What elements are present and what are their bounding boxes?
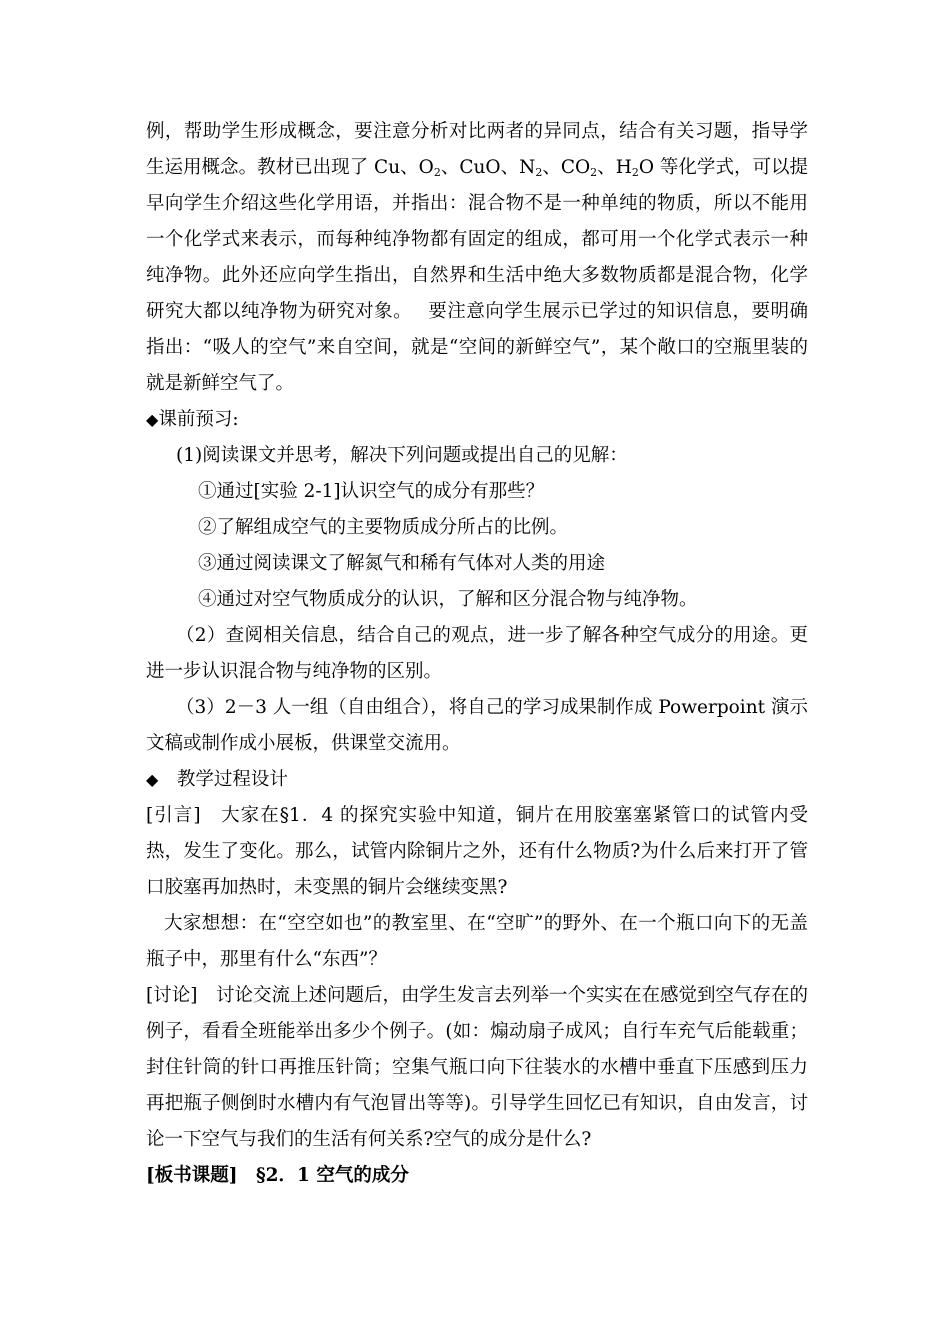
preview-subitem-3: ③通过阅读课文了解氮气和稀有气体对人类的用途: [198, 553, 606, 574]
preview-heading: ◆课前预习:: [146, 409, 239, 430]
document-body: [146, 114, 808, 1194]
preview-subitem-1: ①通过[实验 2-1]认识空气的成分有那些？: [198, 481, 545, 502]
diamond-bullet-icon: ◆: [146, 770, 159, 789]
preview-subitem-4: ④通过对空气物质成分的认识，了解和区分混合物与纯净物。: [198, 589, 698, 610]
preview-item-3: （3）2－3 人一组（自由组合），将自己的学习成果制作成 Powerpoint 演示文稿或制作成小展板，供课堂交流用。: [146, 697, 808, 754]
intro-paragraph: 例，帮助学生形成概念，要注意分析对比两者的异同点，结合有关习题，指导学生运用概念。教材已出现了 Cu、$O_2$、CuO、$N_2$、$CO_2$、$H_2O$ 等化学式，可以提早向学生介绍这些化学用语，并指出：混合物不是一种单纯的物质，所以不能用一个化学式来表示，而每种纯净物都有固定的组成，都可用一个化学式表示一种纯净物。此外还应向学生指出，自然界和生活中绝大多数物质都是混合物，化学研究大都以纯净物为研究对象。 要注意向学生展示已学过的知识信息，要明确指出：“吸人的空气”来自空间，就是“空间的新鲜空气”，某个敞口的空瓶里装的就是新鲜空气了。: [146, 121, 808, 394]
preview-item-1: (1)阅读课文并思考，解决下列问题或提出自己的见解：: [176, 445, 628, 466]
discussion-paragraph: [讨论] 讨论交流上述问题后，由学生发言去列举一个实实在在感觉到空气存在的例子，看看全班能举出多少个例子。(如：煽动扇子成风；自行车充气后能载重；封住针筒的针口再推压针筒；空集气瓶口向下往装水的水槽中垂直下压感到压力再把瓶子侧倒时水槽内有气泡冒出等等)。引导学生回忆已有知识，自由发言，讨论一下空气与我们的生活有何关系?空气的成分是什么?: [146, 985, 808, 1150]
preview-item-2: （2）查阅相关信息，结合自己的观点，进一步了解各种空气成分的用途。更进一步认识混合物与纯净物的区别。: [146, 625, 808, 682]
think-paragraph: 大家想想：在“空空如也”的教室里、在“空旷”的野外、在一个瓶口向下的无盖瓶子中，那里有什么“东西”？: [146, 913, 808, 970]
preview-subitem-2: ②了解组成空气的主要物质成分所占的比例。: [198, 517, 569, 538]
diamond-bullet-icon: ◆: [146, 410, 159, 429]
intro-lead-paragraph: [引言] 大家在§1．4 的探究实验中知道，铜片在用胶塞塞紧管口的试管内受热，发生了变化。那么，试管内除铜片之外，还有什么物质?为什么后来打开了管口胶塞再加热时，未变黑的铜片会继续变黑?: [146, 805, 808, 898]
board-title: [板书课题] §2．1 空气的成分: [146, 1165, 409, 1186]
process-heading: ◆ 教学过程设计: [146, 769, 288, 790]
